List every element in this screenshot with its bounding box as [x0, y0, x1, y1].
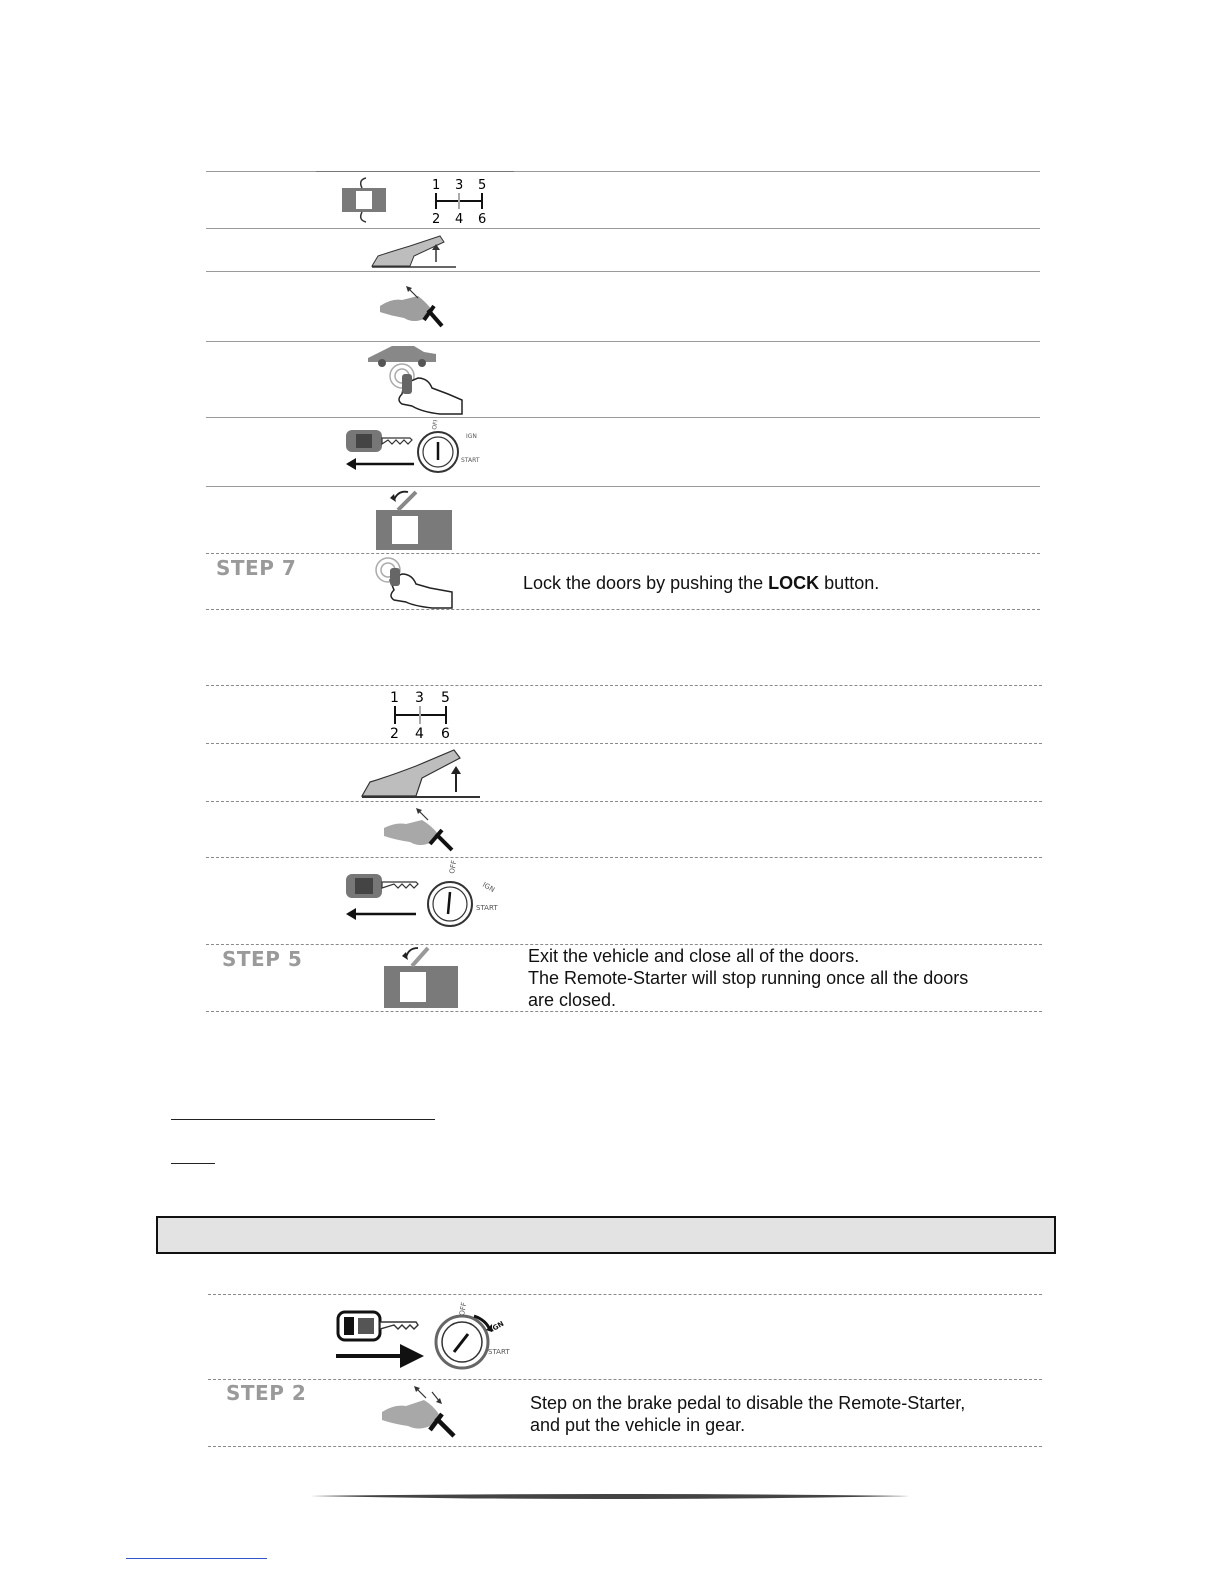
- gear-label: 1: [432, 178, 441, 193]
- step5-line2: The Remote-Starter will stop running once all the doors: [528, 968, 969, 988]
- step-label: STEP 2: [226, 1381, 307, 1405]
- step5-line1: Exit the vehicle and close all of the doors.: [528, 946, 860, 966]
- ignition-off-label: OFF: [431, 420, 440, 431]
- gear-label: 6: [441, 726, 450, 740]
- handbrake-icon: [370, 232, 460, 270]
- row-divider: [206, 417, 1040, 418]
- gear-label: 6: [478, 212, 487, 226]
- ignition-start-label: START: [476, 904, 498, 912]
- key-ignition-icon: [344, 860, 504, 928]
- ignition-ign-label: IGN: [481, 880, 497, 895]
- row-divider: [206, 1011, 1042, 1012]
- gear-label: 4: [415, 726, 424, 740]
- row-divider: [206, 609, 1040, 610]
- gear-shift-icon: [426, 176, 492, 226]
- row-divider: [206, 228, 1040, 229]
- step2-line1: Step on the brake pedal to disable the Remote-Starter,: [530, 1393, 966, 1413]
- row-divider: [206, 486, 1040, 487]
- row-divider: [208, 1446, 1042, 1447]
- gear-label: 3: [455, 178, 464, 193]
- note-underline: [171, 1163, 215, 1164]
- step-label: STEP 5: [222, 947, 303, 971]
- ignition-off-label: OFF: [448, 860, 459, 875]
- footer-link-underline[interactable]: [126, 1558, 267, 1559]
- row-divider: [206, 801, 1042, 802]
- ignition-ign-label: IGN: [466, 433, 477, 440]
- ignition-start-label: START: [461, 457, 480, 464]
- gear-label: 2: [390, 726, 399, 740]
- gear-shift-icon: [388, 688, 454, 740]
- row-divider: [206, 271, 1040, 272]
- foot-pedal-icon: [378, 282, 452, 334]
- step7-text-pre: Lock the doors by pushing the: [523, 573, 769, 593]
- icon-col-divider: [316, 171, 514, 172]
- gear-label: 5: [478, 178, 487, 193]
- step7-text-post: button.: [819, 573, 880, 593]
- gear-label: 5: [441, 690, 450, 706]
- handbrake-icon: [360, 746, 484, 800]
- ignition-start-label: START: [488, 1348, 510, 1356]
- key-ignition-icon: [344, 420, 488, 478]
- ignition-ign-label: IGN: [489, 1319, 506, 1334]
- row-divider: [206, 857, 1042, 858]
- section-banner: [156, 1216, 1056, 1254]
- footer-swoosh: [310, 1488, 910, 1494]
- door-close-icon: [376, 488, 456, 550]
- row-divider: [208, 1379, 1042, 1380]
- row-divider: [208, 1294, 1042, 1295]
- row-divider: [206, 743, 1042, 744]
- gear-label: 4: [455, 212, 464, 226]
- step7-instruction: [523, 572, 879, 594]
- foot-pedal-icon: [380, 1384, 470, 1442]
- ignition-off-label: OFF: [458, 1301, 469, 1317]
- step5-line3: are closed.: [528, 990, 617, 1010]
- gear-label: 1: [390, 690, 399, 706]
- row-divider: [206, 685, 1042, 686]
- row-divider: [206, 553, 1040, 554]
- door-close-icon: [384, 944, 460, 1008]
- lock-keyword: LOCK: [768, 573, 820, 593]
- step-label: STEP 7: [216, 556, 297, 580]
- remote-hand-icon: [374, 554, 454, 610]
- key-ignition-icon: [334, 1298, 514, 1376]
- step2-line2: and put the vehicle in gear.: [530, 1415, 746, 1435]
- gear-label: 2: [432, 212, 441, 226]
- remote-car-icon: [362, 344, 468, 416]
- heading-underline: [171, 1119, 435, 1120]
- foot-pedal-icon: [382, 806, 462, 856]
- gear-label: 3: [415, 690, 424, 706]
- door-icon: [340, 176, 400, 226]
- row-divider: [206, 341, 1040, 342]
